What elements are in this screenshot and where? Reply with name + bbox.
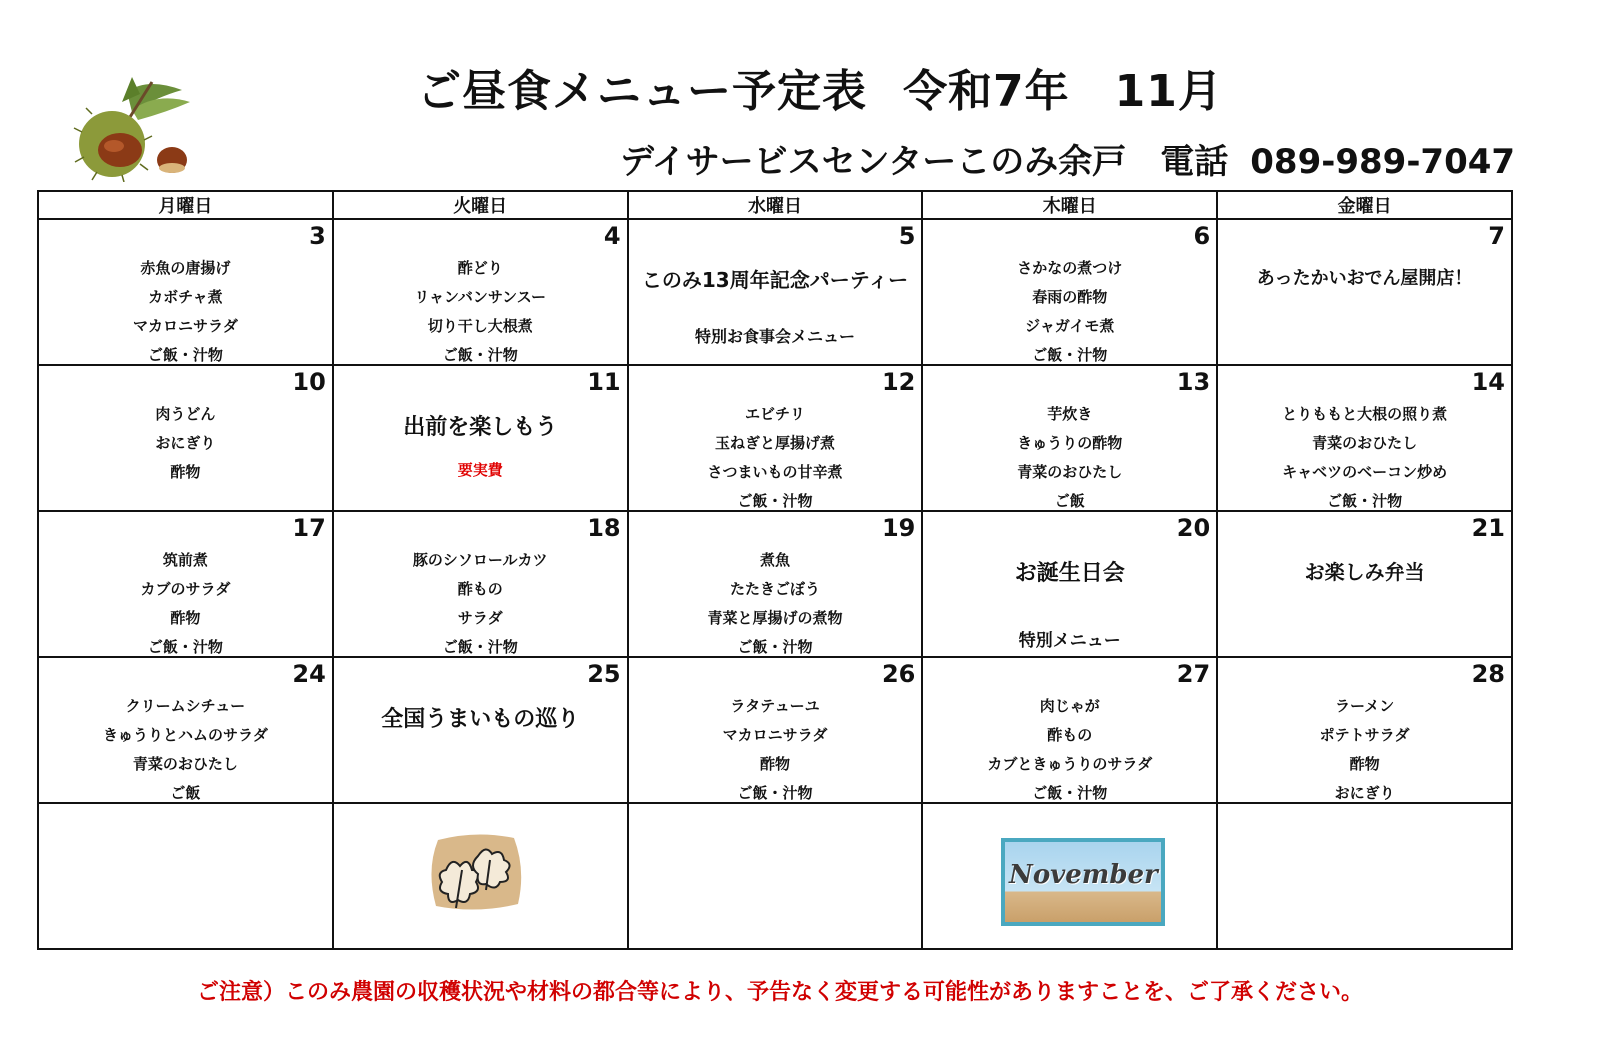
menu-item: 筑前煮 xyxy=(162,551,208,569)
menu-item: ご飯・汁物 xyxy=(147,638,223,656)
menu-item: ご飯・汁物 xyxy=(147,346,223,364)
event-note: 要実費 xyxy=(457,461,503,479)
menu-item: ジャガイモ煮 xyxy=(1025,317,1115,335)
day-cell xyxy=(922,657,1217,803)
weekday-mon: 月曜日 xyxy=(38,191,333,219)
phone-number: 089-989-7047 xyxy=(1250,142,1516,182)
menu-item: さつまいもの甘辛煮 xyxy=(707,463,843,481)
day-cell xyxy=(333,219,628,365)
menu-item: 酢物 xyxy=(170,463,201,481)
day-number: 3 xyxy=(309,222,326,250)
menu-item: カブのサラダ xyxy=(140,580,231,598)
day-cell xyxy=(628,219,923,365)
november-label: November xyxy=(1009,860,1158,890)
day-cell xyxy=(38,219,333,365)
menu-item: カブときゅうりのサラダ xyxy=(987,755,1153,773)
day-number: 5 xyxy=(898,222,916,250)
menu-item: ご飯・汁物 xyxy=(1032,784,1108,802)
weekday-header-row xyxy=(38,191,1512,219)
day-number: 20 xyxy=(1176,514,1211,542)
weekday-tue: 火曜日 xyxy=(333,191,628,219)
weekday-wed: 水曜日 xyxy=(628,191,923,219)
week-row xyxy=(38,365,1512,511)
day-number: 24 xyxy=(292,660,326,688)
day-cell xyxy=(922,219,1217,365)
menu-list xyxy=(334,546,627,662)
title-main: ご昼食メニュー予定表 xyxy=(417,66,868,117)
menu-list xyxy=(923,692,1216,808)
menu-item: エビチリ xyxy=(744,405,805,423)
menu-item: さかなの煮つけ xyxy=(1017,259,1123,277)
day-cell xyxy=(38,365,333,511)
menu-list xyxy=(334,254,627,370)
event-title: 出前を楽しもう xyxy=(403,415,558,440)
menu-item: きゅうりとハムのサラダ xyxy=(102,726,268,744)
day-number: 28 xyxy=(1471,660,1505,688)
weekday-fri: 金曜日 xyxy=(1217,191,1512,219)
menu-item: 青菜のおひたし xyxy=(1312,434,1418,452)
menu-list xyxy=(39,254,332,370)
empty-cell xyxy=(1217,803,1512,949)
menu-item: 肉じゃが xyxy=(1039,697,1100,715)
day-number: 7 xyxy=(1488,222,1505,250)
decoration-row xyxy=(38,803,1512,949)
menu-item: おにぎり xyxy=(155,434,216,452)
menu-item: ご飯・汁物 xyxy=(737,784,813,802)
menu-item: ご飯・汁物 xyxy=(442,638,518,656)
week-row xyxy=(38,511,1512,657)
page-title xyxy=(0,55,1600,119)
day-number: 26 xyxy=(881,660,916,688)
menu-item: 酢物 xyxy=(759,755,790,773)
day-cell xyxy=(333,657,628,803)
day-cell xyxy=(38,657,333,803)
phone-label: 電話 xyxy=(1160,142,1229,182)
week-row xyxy=(38,657,1512,803)
menu-item: 青菜のおひたし xyxy=(132,755,238,773)
day-number: 13 xyxy=(1176,368,1211,396)
empty-cell xyxy=(38,803,333,949)
week-row xyxy=(38,219,1512,365)
event-title: お楽しみ弁当 xyxy=(1304,560,1425,584)
event-subtitle: 特別メニュー xyxy=(1018,631,1121,651)
menu-item: たたきごぼう xyxy=(729,580,820,598)
autumn-leaves-icon xyxy=(426,830,526,912)
event-title: お誕生日会 xyxy=(1014,561,1125,586)
menu-item: 青菜と厚揚げの煮物 xyxy=(707,609,843,627)
day-cell xyxy=(628,657,923,803)
menu-item: マカロニサラダ xyxy=(132,317,238,335)
menu-item: 酢もの xyxy=(457,580,503,598)
event-subtitle: 特別お食事会メニュー xyxy=(694,327,855,346)
menu-list xyxy=(39,692,332,808)
title-date: 令和7年 11月 xyxy=(903,66,1223,117)
day-number: 10 xyxy=(292,368,326,396)
event-title: 全国うまいもの巡り xyxy=(381,707,580,732)
empty-cell xyxy=(333,803,628,949)
menu-list xyxy=(39,400,332,487)
menu-calendar xyxy=(37,190,1513,950)
day-cell xyxy=(333,511,628,657)
menu-list xyxy=(923,254,1216,370)
empty-cell xyxy=(628,803,923,949)
day-number: 27 xyxy=(1176,660,1211,688)
facility-name: デイサービスセンターこのみ余戸 xyxy=(620,142,1127,182)
november-badge xyxy=(1001,838,1165,926)
menu-item: リャンバンサンスー xyxy=(414,288,546,306)
menu-item: ご飯・汁物 xyxy=(1032,346,1108,364)
menu-item: ラタテューユ xyxy=(730,697,820,715)
menu-item: マカロニサラダ xyxy=(722,726,828,744)
day-number: 4 xyxy=(603,222,621,250)
menu-item: 玉ねぎと厚揚げ煮 xyxy=(714,434,835,452)
day-number: 25 xyxy=(587,660,621,688)
event-title: このみ13周年記念パーティー xyxy=(641,268,909,292)
day-cell xyxy=(628,365,923,511)
event-title: あったかいおでん屋開店！ xyxy=(1256,268,1473,289)
menu-item: ポテトサラダ xyxy=(1319,726,1410,744)
day-number: 18 xyxy=(587,514,621,542)
day-cell xyxy=(1217,219,1512,365)
day-number: 6 xyxy=(1193,222,1211,250)
menu-item: 酢もの xyxy=(1047,726,1093,744)
menu-list xyxy=(629,400,922,516)
day-number: 21 xyxy=(1471,514,1505,542)
weekday-thu: 木曜日 xyxy=(922,191,1217,219)
menu-item: ご飯・汁物 xyxy=(442,346,518,364)
menu-item: クリームシチュー xyxy=(125,697,246,715)
menu-item: おにぎり xyxy=(1334,784,1395,802)
menu-item: きゅうりの酢物 xyxy=(1017,434,1123,452)
menu-item: ラーメン xyxy=(1334,697,1395,715)
menu-list xyxy=(39,546,332,662)
menu-item: 赤魚の唐揚げ xyxy=(140,259,231,277)
menu-item: ご飯・汁物 xyxy=(737,638,813,656)
facility-line xyxy=(620,134,1515,183)
day-number: 12 xyxy=(881,368,916,396)
day-cell xyxy=(333,365,628,511)
menu-item: 肉うどん xyxy=(155,405,216,423)
day-number: 17 xyxy=(292,514,326,542)
day-cell xyxy=(922,511,1217,657)
menu-item: 酢物 xyxy=(170,609,201,627)
day-number: 19 xyxy=(881,514,916,542)
menu-item: とりももと大根の照り煮 xyxy=(1282,405,1448,423)
menu-item: ご飯 xyxy=(170,784,201,802)
menu-item: 煮魚 xyxy=(759,551,790,569)
menu-item: キャベツのベーコン炒め xyxy=(1282,463,1448,481)
menu-item: ご飯・汁物 xyxy=(1327,492,1403,510)
menu-item: 切り干し大根煮 xyxy=(427,317,533,335)
day-cell xyxy=(38,511,333,657)
menu-list xyxy=(1218,400,1511,516)
menu-item: 芋炊き xyxy=(1047,405,1093,423)
menu-item: ご飯 xyxy=(1054,492,1085,510)
menu-item: 春雨の酢物 xyxy=(1032,288,1108,306)
menu-list xyxy=(629,692,922,808)
day-cell xyxy=(1217,511,1512,657)
notice-text: ご注意）このみ農園の収穫状況や材料の都合等により、予告なく変更する可能性がありますことを、ご了承ください。 xyxy=(196,979,1363,1005)
menu-list xyxy=(923,400,1216,516)
empty-cell xyxy=(922,803,1217,949)
menu-list xyxy=(629,546,922,662)
menu-list xyxy=(1218,692,1511,808)
menu-item: 青菜のおひたし xyxy=(1017,463,1123,481)
day-number: 11 xyxy=(587,368,621,396)
menu-item: 酢どり xyxy=(457,259,503,277)
menu-item: サラダ xyxy=(457,609,503,627)
day-number: 14 xyxy=(1471,368,1505,396)
day-cell xyxy=(1217,657,1512,803)
day-cell xyxy=(628,511,923,657)
day-cell xyxy=(922,365,1217,511)
menu-item: 豚のシソロールカツ xyxy=(412,551,548,569)
menu-item: ご飯・汁物 xyxy=(737,492,813,510)
day-cell xyxy=(1217,365,1512,511)
menu-item: カボチャ煮 xyxy=(148,288,223,306)
menu-item: 酢物 xyxy=(1349,755,1380,773)
